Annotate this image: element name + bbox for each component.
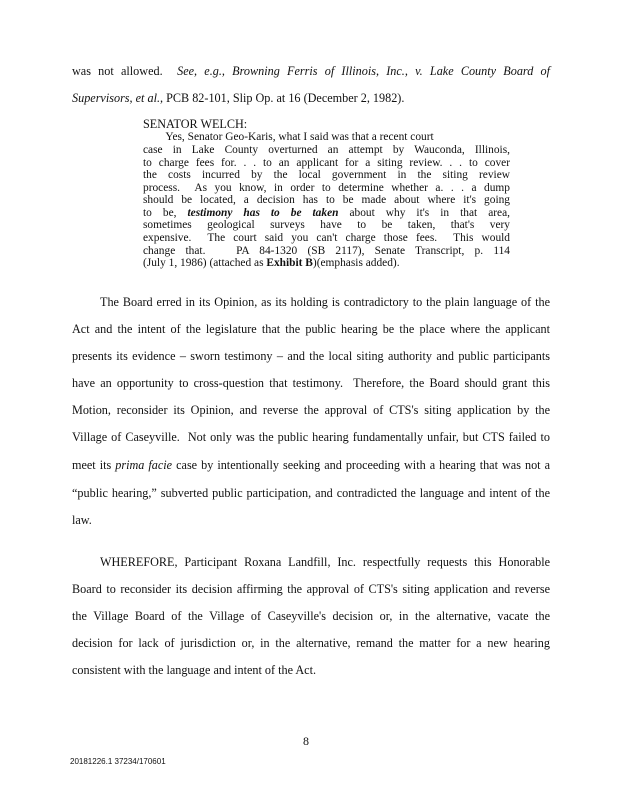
quote-line (143, 169, 510, 182)
text-run: was not allowed. (72, 64, 178, 78)
text-run: case by intentionally seeking and proceeding with a hearing that was not a (172, 458, 550, 472)
text-run: )(emphasis added). (312, 257, 400, 269)
quote-line (143, 219, 510, 232)
argument-line (72, 458, 550, 472)
text-run: prima facie (115, 458, 173, 472)
quote-line (143, 245, 510, 258)
text-run: Exhibit B (266, 257, 313, 269)
text-run: change that. PA 84-1320 (SB 2117), Senate Transcript, p. 114 (143, 245, 510, 257)
wherefore-line (72, 609, 550, 623)
speaker-line (143, 117, 247, 131)
wherefore-line (72, 636, 550, 650)
text-run: to charge fees for. . . to an applicant for a siting review. . . to cover (143, 157, 510, 169)
text-run: (July 1, 1986) (attached as (143, 257, 267, 269)
intro-line (72, 91, 404, 105)
argument-line (72, 513, 92, 527)
text-run: Village of Caseyville. Not only was the public hearing fundamentally unfair, but CTS failed to (72, 430, 550, 444)
wherefore-line (72, 663, 316, 677)
text-run: Motion, reconsider its Opinion, and reverse the approval of CTS's siting application by the (72, 403, 550, 417)
wherefore-line (100, 555, 550, 569)
text-run: expensive. The court said you can't charge those fees. This would (143, 232, 510, 244)
text-run: See, e.g., Browning Ferris of Illinois, Inc., v. Lake County Board of (177, 64, 551, 78)
argument-line (72, 322, 550, 336)
text-run: to be, (143, 207, 188, 219)
text-run: SENATOR WELCH: (143, 117, 248, 131)
argument-line (72, 376, 550, 390)
text-run: Act and the intent of the legislature that the public hearing be the place where the applicant (72, 322, 550, 336)
text-run: PCB 82-101, Slip Op. at 16 (December 2, 1982). (163, 91, 405, 105)
text-run: meet its (72, 458, 116, 472)
text-run: “public hearing,” subverted public participation, and contradicted the language and intent of the (72, 486, 550, 500)
text-run: Supervisors, et al., (72, 91, 164, 105)
quote-line (143, 207, 510, 220)
text-run: law. (72, 513, 92, 527)
quote-line (143, 144, 510, 157)
text-run: presents its evidence – sworn testimony – and the local siting authority and public participants (72, 349, 550, 363)
text-run: Board to reconsider its decision affirming the approval of CTS's siting application and reverse (72, 582, 550, 596)
text-run: consistent with the language and intent of the Act. (72, 663, 317, 677)
intro-line (72, 64, 550, 78)
argument-line (72, 430, 550, 444)
page-number: 8 (303, 734, 309, 748)
text-run: should be located, a decision has to be made about where it's going (143, 194, 510, 206)
quote-line (143, 194, 510, 207)
quote-line (143, 182, 510, 195)
document-id-footer: 20181226.1 37234/170601 (70, 757, 166, 766)
text-run: about why it's in that area, (338, 207, 511, 219)
text-run: sometimes geological surveys have to be taken, that's very (143, 219, 510, 231)
quote-line (143, 131, 434, 144)
argument-line (72, 403, 550, 417)
text-run: Yes, Senator Geo-Karis, what I said was that a recent court (143, 131, 434, 143)
text-run: WHEREFORE, Participant Roxana Landfill, Inc. respectfully requests this Honorable (100, 555, 550, 569)
text-run: process. As you know, in order to determine whether a. . . a dump (143, 182, 510, 194)
wherefore-line (72, 582, 550, 596)
text-run: have an opportunity to cross-question that testimony. Therefore, the Board should grant this (72, 376, 550, 390)
text-run: The Board erred in its Opinion, as its holding is contradictory to the plain language of the (100, 295, 550, 309)
text-run: the Village Board of the Village of Caseyville's decision or, in the alternative, vacate the (72, 609, 550, 623)
argument-line (72, 349, 550, 363)
quote-line (143, 232, 510, 245)
text-run: testimony has to be taken (187, 207, 339, 219)
argument-line (100, 295, 550, 309)
quote-line (143, 257, 400, 270)
text-run: the costs incurred by the local government in the siting review (143, 169, 510, 181)
text-run: case in Lake County overturned an attempt by Wauconda, Illinois, (143, 144, 510, 156)
argument-line (72, 486, 550, 500)
quote-line (143, 157, 510, 170)
text-run: decision for lack of jurisdiction or, in the alternative, remand the matter for a new hearing (72, 636, 550, 650)
